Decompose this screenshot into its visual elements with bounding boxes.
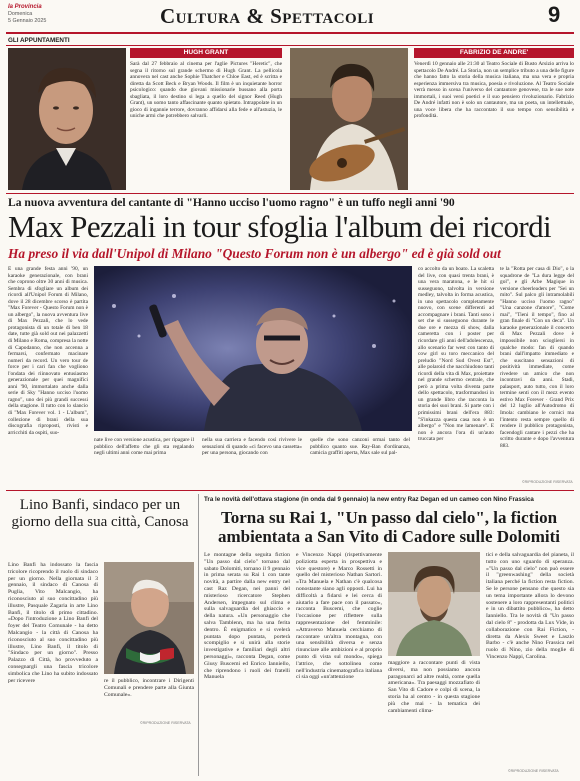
fiction-col2: e Vincenzo Nappi (rispettivamente poliziotta esperta in prospettiva e vice questore) e Marco Rossetti in quello del misterioso Nathan Sartori. «Tra Manuela e Nathan c'è qualcosa nonostante siano agli opposti. Lui ha difficoltà a fidarsi e lei cerca di aiutarlo a fare pace con il passato», racconta Buscemi, che coglie l'occasione per riflettere sulla rappresentazione del femminile: «Attraverso Manuela cerchiamo di raccontare un'altra montagna, con una sensibilità diversa e senza rinunciare alle ambizioni e al proprio punto di vista sul mondo», spiega l'attrice, che sottolinea come nell'industria cinematografica italiana ci sia oggi «un'attenzione xyxy=(296,552,382,681)
fiction-photo xyxy=(388,552,480,656)
fiction-headline: Torna su Rai 1, "Un passo dal cielo", la fiction ambientata a San Vito di Cadore sulle Dolomiti xyxy=(217,508,561,546)
main-col5: te la "Rotta per casa di Dio", o la squadrone de "La dura legge del gol", e gli Arbe Magique in versione cheerleaders per "Sei un mito". Sul palco gli intramolabili "Hanno ucciso l'uomo ragno" "Una canzone d'amore", "Come mai", "Tieni il tempo", fino al gran finale di "Con un deca". Un karaoke generazionale il concerto di Max Pezzali dove è impossibile non sciogliersi in qualche modo: fan di quando brani dall'impatto immediato e che suscitano sensazioni di positività immediate, come rivedere un amico che non incontravi da anni. Stadi, palasport, auto tutto, con il loro termine senti con il mezz evento estivo Max Forever · Grand Prix del 12 luglio all'Autodromo di Imola: cambiano le cornici ma l'intento resta sempre quello di rendere il pubblico protagonista, facendogli cantare i pezzi che ha scritto durante e dopo l'avventura 883. xyxy=(500,266,574,449)
main-kicker: La nuova avventura del cantante di "Hanno ucciso l'uomo ragno" è un tuffo negli anni '90 xyxy=(8,196,455,209)
appointments-label: GLI APPUNTAMENTI xyxy=(8,37,70,44)
main-credit: ©RIPRODUZIONE RISERVATA xyxy=(522,480,573,484)
de-andre-photo xyxy=(290,48,408,190)
main-col3b: quelle che sono canzoni ormai tanto del pubblico quanto sue. Ray-Ban d'ordinanza, camicia graffiti aperta, Max sale sul pal- xyxy=(310,437,410,457)
appointments-rule xyxy=(6,45,574,46)
masthead-day: Domenica xyxy=(8,11,33,17)
de-andre-label: FABRIZIO DE ANDRE' xyxy=(414,48,574,58)
de-andre-text: Venerdì 10 gennaio alle 21:30 al Teatro Sociale di Busto Arsizio arriva lo spettacolo De André. La Storia, non un semplice tributo a una delle figure che hanno fatto la storia della musica italiana, ma una vera e propria esperienza immersiva tra musica, poesia e rivoluzione. Al Teatro Sociale verrà messo in scena l'universo del cantautore genovese, tra le sue note immortali, i suoi versi poetici e il suo pensiero rivoluzionario. Fabrizio De André infatti non è solo un cantautore, ma un poeta, un intellettuale, una voce libera che ha raccontato il suo tempo con sensibilità e profondità. xyxy=(414,61,574,120)
masthead-paper: la Provincia xyxy=(8,4,42,10)
banfi-col1: Lino Banfi ha indossato la fascia tricolore ricoprendo il ruolo di sindaco per un giorno. Nella giornata il 3 gennaio, il sindaco di Canosa di Puglia, Vito Malcangio, ha riconosciuto al suo concittadino più illustre, Pasquale Zagaria in arte Lino Banfi, il titolo di primo cittadino. «Dopo l'introduzione a Lino Banfi del foyer del Teatro Comunale - ha detto Malcangio - la città di Canosa ha riconosciuto al suo concittadino più illustre, Lino Banfi, il titolo di "Sindaco per un giorno". Presso Palazzo di Città, ho provveduto a consegnargli una fascia tricolore simbolica che Lino ha subito indossato per ricevere xyxy=(8,562,98,684)
main-bottom-rule xyxy=(6,490,574,491)
hugh-grant-label: HUGH GRANT xyxy=(130,48,282,58)
fiction-col1: Le montagne della seguita fiction "Un passo dal cielo" tornano dal sabato Dolomiti, tornano il 9 gennaio in prima serata su Rai 1 con tante novità, a partire dalla new entry nel cast Raz Degan, nei panni del misterioso ricercatore Stephen Andersen, impegnato sul clima e sulla salvaguardia del ghiaccio e della natura. «Un personaggio che salva Tamblenn, ma ha una ferita dentro. È enigmatico e si svelerà puntata dopo puntata, porterà scompiglio e si unirà alla storie investigative e familiari degli altri personaggi», racconta Degan, come Giusy Buscemi ed Enrico Ianniello, che riprendono i ruoli dei fratelli Manuela xyxy=(204,552,290,681)
lino-banfi-photo xyxy=(104,562,194,674)
fiction-credit: ©RIPRODUZIONE RISERVATA xyxy=(508,769,559,773)
main-col2b: nella sua carriera e facendo così rivivere le sensazioni di quando «ci facevo una cassetta» per una persona, giocando con xyxy=(202,437,302,457)
main-col4: co accolto da un boato. La scaletta del live, con quasi trenta brani, è una vera maratona, e le hit si susseguono, talvolta in versione medley, talvolta in forma acustica, in uno spettacolo completamente nuovo, con scene differenti ad accompagnare i brani. Tanti sono i set che si susseguono durante le due ore e mezza di show, dalla cameretta con i poster per ricordare gli anni dell'adolescenza, allo scenario far west con tanto di cow girl su toro meccanico del preludio "Nord Sud Ovest Est", alle polaroid che nacchiudono tanti ricordi della vita di Max, proiettate nel grande schermo centrale, che però a prima volta diventa parte dello spettacolo, trasformandosi in un grande libro che racconta la storia dei suoi brani. Si parte con i primissimi brani dell'era 883: "S'inkazza questa casa non è un albergo" e "Non me lamenare". E non è ancora l'ora di un'auto truccata per xyxy=(418,266,494,443)
hugh-grant-text: Sarà dal 27 febbraio al cinema per l'aglie Pictures "Heretic", che segna il ritorno sul grande schermo di Hugh Grant. La pellicola annovera nel cast anche Sophie Thatcher e Chloe East, ed è scritta e diretta da Scott Beck e Bryan Woods. Il film è un inquietante horror psicologico: quando due giovani missionarie bussano alla porta sbagliata, il loro destino si lega a quello del signor Reed (Hugh Grant), un uomo tanto affascinante quanto spietato. Intrappolate in un gioco di ingannie terrore, dovranno affidarsi alla fede e all'astuzia, le uniche armi che potrebbero salvarli. xyxy=(130,61,282,120)
masthead-date: 5 Gennaio 2025 xyxy=(8,18,47,24)
section-title: Cultura & Spettacoli xyxy=(160,4,375,28)
fiction-col4: tici e della salvaguardia del pianeta, il tutto con uno sguardo di speranza. «"Un passo dal cielo" non può essere il "greenwashing" della società italiana perché la fiction resta fiction. Se le persone pensano che questo sia un tema importante allora lo devono sostenere a loro rappresentanti politici e in un dibattito pubblico», ha detto Ianniello. Tra le novità di "Un passo dal cielo 8" - prodotta da Lux Vide, in collaborazione con Rai Fiction, - diretta da Alexis Sweet e Laszlo Barbo - c'è anche Nino Frassica nel ruolo di Nino, zio della moglie di Vincenzo Nappi, Carolina. xyxy=(486,552,574,660)
banfi-col2: re il pubblico, incontrare i Dirigenti Comunali e prendere parte alla Giunta Comunale». xyxy=(104,678,194,698)
main-col1b: nate live con versione acustica, per ripagare il pubblico dell'affetto che gli sta regalando negli ultimi anni come mai prima xyxy=(94,437,194,457)
vertical-divider xyxy=(198,494,199,776)
main-col1: È una grande festa anni '90, un karaoke generazionale, con brani che coprono oltre 30 anni di musica. Sembra di sfogliare un album dei ricordi all'Unipol Forum di Milano, dove il 28 dicembre scorso è partita "Max Forever - Questo Forum non è un albergo", la nuova avventura live di Max Pezzali, che lo vede protagonista di un totale di ben 18 date, tutte già sold out nei palazzetti di Milano e Roma, compresa la notte di Capodanno, che non accenna a fermarsi, confermato macinare numeri da record. Un vero tour de force per i cari fan che vogliono l'ondata dei riinnovato entusiasmo generazionale per quei magnifici anni '90, immortalato anche dalla serie di Sky "Hanno ucciso l'uomo ragno", uno dei più grandi successi della stagione. Il tutto con lo slancio di "Max Forever vol. 1 - L'album", collezione di brani della sua discografia riproposti, rivisti e arricchiti da ospiti, suo- xyxy=(8,266,88,436)
banfi-headline: Lino Banfi, sindaco per un giorno della sua città, Canosa xyxy=(11,497,189,530)
main-subhead: Ha preso il via dall'Unipol di Milano "Questo Forum non è un albergo" ed è già sold out xyxy=(8,246,501,261)
fiction-col3: maggiore a raccontare punti di vista diversi, ma non possiamo ancora paragonarci ad altre realtà, come quella americana». Tra paesaggi mozzafiato di San Vito di Cadore e colpi di scena, la storia ha al centro - in questa stagione più che mai - la tematica dei cambiamenti clima- xyxy=(388,660,480,714)
fiction-kicker: Tra le novità dell'ottava stagione (in onda dal 9 gennaio) la new entry Raz Degan ed un cameo con Nino Frassica xyxy=(204,496,534,503)
hugh-grant-photo xyxy=(8,48,126,190)
appointments-bottom-rule xyxy=(6,193,574,194)
banfi-credit: ©RIPRODUZIONE RISERVATA xyxy=(140,721,191,725)
masthead-rule xyxy=(6,32,574,34)
page-number: 9 xyxy=(548,2,561,27)
main-headline: Max Pezzali in tour sfoglia l'album dei ricordi xyxy=(8,209,551,244)
max-pezzali-photo xyxy=(94,266,412,431)
